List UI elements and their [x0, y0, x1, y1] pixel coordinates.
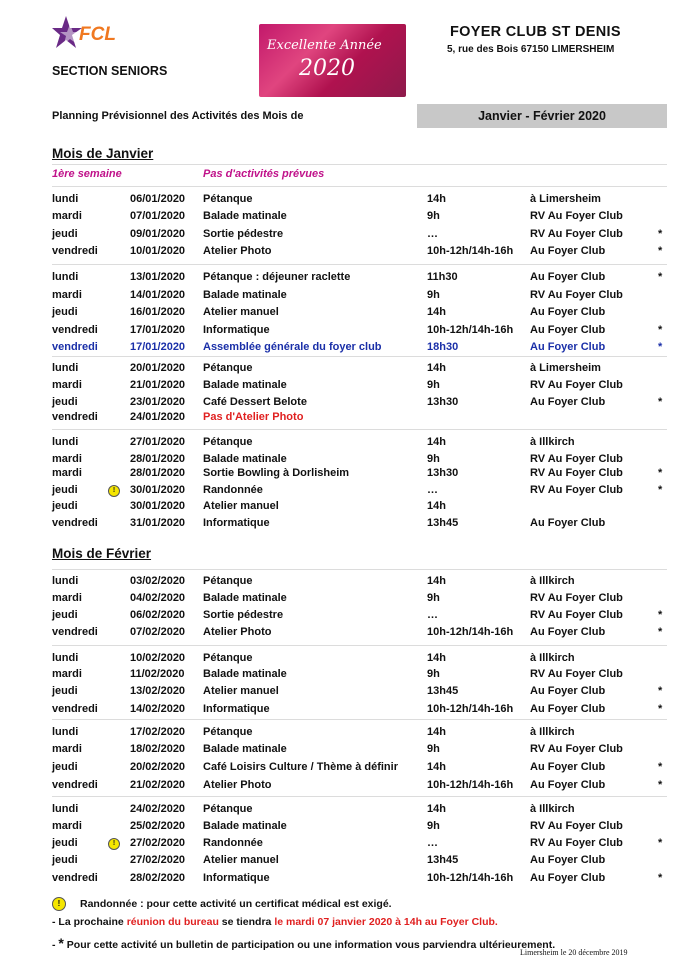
cell-date: 10/01/2020: [130, 245, 186, 257]
cell-time: …: [427, 484, 438, 496]
schedule-row: [0, 779, 691, 796]
cell-time: 14h: [427, 726, 446, 738]
cell-time: …: [427, 609, 438, 621]
footer-note-3-a: -: [52, 939, 59, 951]
cell-day: jeudi: [52, 837, 78, 849]
schedule-row: [0, 837, 691, 854]
cell-activity: Atelier Photo: [203, 245, 272, 257]
schedule-row: [0, 652, 691, 669]
week-note: Pas d'activités prévues: [203, 168, 325, 180]
cell-activity: Pétanque: [203, 436, 253, 448]
cell-activity: Balade matinale: [203, 743, 287, 755]
cell-activity: Informatique: [203, 872, 270, 884]
cell-time: 14h: [427, 362, 446, 374]
footer-note-2-c: se tiendra: [218, 916, 275, 928]
cell-time: 14h: [427, 436, 446, 448]
cell-star: *: [658, 484, 663, 496]
cell-day: vendredi: [52, 324, 98, 336]
cell-day: mardi: [52, 820, 82, 832]
schedule-row: [0, 289, 691, 306]
cell-activity: Pas d'Atelier Photo: [203, 411, 304, 423]
cell-activity: Pétanque : déjeuner raclette: [203, 271, 351, 283]
cell-time: 10h-12h/14h-16h: [427, 626, 514, 638]
cell-date: 31/01/2020: [130, 517, 186, 529]
cell-activity: Pétanque: [203, 362, 253, 374]
cell-location: RV Au Foyer Club: [530, 210, 623, 222]
cell-activity: Atelier manuel: [203, 306, 279, 318]
cell-time: 9h: [427, 210, 440, 222]
exclamation-icon: !: [108, 485, 120, 497]
banner-line-2: 2020: [299, 56, 355, 81]
cell-date: 09/01/2020: [130, 228, 186, 240]
schedule-row: [0, 592, 691, 609]
cell-day: vendredi: [52, 411, 98, 423]
cell-star: *: [658, 396, 663, 408]
cell-time: …: [427, 837, 438, 849]
cell-activity: Balade matinale: [203, 820, 287, 832]
cell-day: lundi: [52, 575, 79, 587]
cell-location: Au Foyer Club: [530, 854, 606, 866]
cell-date: 16/01/2020: [130, 306, 186, 318]
cell-day: jeudi: [52, 306, 78, 318]
schedule-row: [0, 726, 691, 743]
cell-activity: Atelier Photo: [203, 779, 272, 791]
cell-location: Au Foyer Club: [530, 324, 606, 336]
cell-day: mardi: [52, 453, 82, 465]
schedule-row: [0, 467, 691, 484]
cell-day: vendredi: [52, 626, 98, 638]
cell-date: 21/01/2020: [130, 379, 186, 391]
footer-note-3: [52, 935, 555, 951]
cell-day: mardi: [52, 379, 82, 391]
org-address: 5, rue des Bois 67150 LIMERSHEIM: [447, 44, 615, 55]
cell-time: 11h30: [427, 271, 458, 283]
cell-location: à Limersheim: [530, 193, 601, 205]
cell-day: vendredi: [52, 245, 98, 257]
cell-date: 17/02/2020: [130, 726, 186, 738]
cell-date: 11/02/2020: [130, 668, 185, 680]
cell-star: *: [658, 872, 663, 884]
cell-date: 14/01/2020: [130, 289, 186, 301]
cell-star: *: [658, 779, 663, 791]
cell-activity: Pétanque: [203, 193, 253, 205]
cell-star: *: [658, 467, 663, 479]
cell-time: 9h: [427, 820, 440, 832]
cell-location: à Illkirch: [530, 726, 575, 738]
cell-location: Au Foyer Club: [530, 872, 606, 884]
footer-note-1: [52, 897, 392, 911]
logo-text: FCL: [79, 24, 116, 45]
cell-day: jeudi: [52, 500, 78, 512]
cell-star: *: [658, 324, 663, 336]
schedule-row: [0, 761, 691, 778]
cell-activity: Informatique: [203, 703, 270, 715]
cell-location: RV Au Foyer Club: [530, 484, 623, 496]
cell-date: 23/01/2020: [130, 396, 186, 408]
cell-location: Au Foyer Club: [530, 306, 606, 318]
cell-activity: Balade matinale: [203, 453, 287, 465]
cell-time: 9h: [427, 592, 440, 604]
cell-activity: Sortie Bowling à Dorlisheim: [203, 467, 350, 479]
cell-date: 10/02/2020: [130, 652, 186, 664]
cell-time: 14h: [427, 803, 446, 815]
cell-activity: Café Dessert Belote: [203, 396, 307, 408]
cell-time: …: [427, 228, 438, 240]
cell-date: 17/01/2020: [130, 324, 186, 336]
cell-activity: Pétanque: [203, 575, 253, 587]
cell-activity: Randonnée: [203, 484, 263, 496]
row-divider: [52, 645, 667, 646]
fcl-logo: [52, 14, 132, 56]
cell-day: vendredi: [52, 703, 98, 715]
cell-time: 14h: [427, 306, 446, 318]
cell-date: 07/01/2020: [130, 210, 186, 222]
cell-location: Au Foyer Club: [530, 703, 606, 715]
cell-time: 10h-12h/14h-16h: [427, 245, 514, 257]
cell-location: à Limersheim: [530, 362, 601, 374]
footer-note-3-b: Pour cette activité un bulletin de participation ou une information vous parviendra ultérieurement.: [63, 939, 556, 951]
cell-location: à Illkirch: [530, 436, 575, 448]
period-box: Janvier - Février 2020: [417, 104, 667, 128]
schedule-row: [0, 379, 691, 396]
cell-date: 13/01/2020: [130, 271, 186, 283]
cell-star: *: [658, 703, 663, 715]
cell-date: 28/01/2020: [130, 467, 186, 479]
schedule-row: [0, 324, 691, 341]
planning-label: Planning Prévisionnel des Activités des Mois de: [52, 110, 304, 122]
schedule-row: [0, 436, 691, 453]
row-divider: [52, 429, 667, 430]
cell-day: vendredi: [52, 872, 98, 884]
cell-location: Au Foyer Club: [530, 245, 606, 257]
cell-date: 17/01/2020: [130, 341, 186, 353]
february-title: Mois de Février: [52, 546, 152, 561]
cell-date: 28/02/2020: [130, 872, 186, 884]
cell-time: 18h30: [427, 341, 459, 353]
cell-day: lundi: [52, 271, 79, 283]
schedule-row: [0, 609, 691, 626]
cell-time: 14h: [427, 500, 446, 512]
schedule-row: [0, 500, 691, 517]
cell-activity: Atelier Photo: [203, 626, 272, 638]
cell-location: à Illkirch: [530, 652, 575, 664]
cell-date: 27/02/2020: [130, 837, 186, 849]
cell-star: *: [658, 626, 663, 638]
cell-location: Au Foyer Club: [530, 396, 606, 408]
cell-day: jeudi: [52, 609, 78, 621]
cell-date: 28/01/2020: [130, 453, 186, 465]
cell-activity: Pétanque: [203, 803, 253, 815]
january-title: Mois de Janvier: [52, 146, 154, 161]
footer-note-2: [52, 916, 498, 928]
cell-time: 13h45: [427, 685, 459, 697]
cell-day: mardi: [52, 743, 82, 755]
schedule-row: [0, 484, 691, 501]
schedule-row: [0, 626, 691, 643]
cell-activity: Assemblée générale du foyer club: [203, 341, 382, 353]
cell-time: 10h-12h/14h-16h: [427, 703, 514, 715]
cell-location: à Illkirch: [530, 575, 575, 587]
cell-star: *: [658, 761, 663, 773]
cell-star: *: [658, 271, 663, 283]
greeting-banner: [259, 24, 406, 97]
cell-date: 21/02/2020: [130, 779, 186, 791]
schedule-row: [0, 703, 691, 720]
cell-date: 24/01/2020: [130, 411, 186, 423]
cell-activity: Balade matinale: [203, 379, 287, 391]
section-title: SECTION SENIORS: [52, 64, 168, 78]
cell-time: 14h: [427, 652, 446, 664]
row-divider: [52, 186, 667, 187]
schedule-row: [0, 668, 691, 685]
cell-day: jeudi: [52, 761, 78, 773]
footer-note-2-a: - La prochaine: [52, 916, 127, 928]
cell-date: 30/01/2020: [130, 484, 186, 496]
cell-activity: Atelier manuel: [203, 854, 279, 866]
cell-activity: Pétanque: [203, 726, 253, 738]
cell-date: 27/02/2020: [130, 854, 186, 866]
cell-date: 25/02/2020: [130, 820, 186, 832]
cell-time: 14h: [427, 761, 446, 773]
cell-date: 07/02/2020: [130, 626, 186, 638]
org-name: FOYER CLUB ST DENIS: [450, 24, 621, 40]
cell-day: mardi: [52, 210, 82, 222]
cell-location: RV Au Foyer Club: [530, 609, 623, 621]
exclamation-icon: !: [52, 897, 66, 911]
cell-day: jeudi: [52, 854, 78, 866]
schedule-row: [0, 803, 691, 820]
cell-date: 30/01/2020: [130, 500, 186, 512]
schedule-row: [0, 193, 691, 210]
cell-time: 9h: [427, 743, 440, 755]
schedule-row: [0, 872, 691, 889]
cell-day: lundi: [52, 362, 79, 374]
cell-time: 13h45: [427, 854, 459, 866]
cell-time: 10h-12h/14h-16h: [427, 872, 514, 884]
cell-location: RV Au Foyer Club: [530, 837, 623, 849]
cell-time: 9h: [427, 453, 440, 465]
cell-activity: Café Loisirs Culture / Thème à définir: [203, 761, 398, 773]
cell-activity: Atelier manuel: [203, 500, 279, 512]
cell-day: mardi: [52, 289, 82, 301]
cell-date: 24/02/2020: [130, 803, 186, 815]
schedule-row: [0, 575, 691, 592]
cell-date: 20/02/2020: [130, 761, 186, 773]
schedule-row: [0, 306, 691, 323]
cell-activity: Sortie pédestre: [203, 609, 284, 621]
cell-date: 18/02/2020: [130, 743, 186, 755]
schedule-row: [0, 362, 691, 379]
row-divider: [52, 264, 667, 265]
cell-location: Au Foyer Club: [530, 626, 606, 638]
cell-location: RV Au Foyer Club: [530, 668, 623, 680]
schedule-row: [0, 271, 691, 288]
cell-day: vendredi: [52, 779, 98, 791]
cell-activity: Informatique: [203, 324, 270, 336]
cell-day: lundi: [52, 726, 79, 738]
schedule-row: [0, 854, 691, 871]
cell-location: RV Au Foyer Club: [530, 592, 623, 604]
cell-location: Au Foyer Club: [530, 341, 606, 353]
cell-date: 13/02/2020: [130, 685, 186, 697]
cell-date: 04/02/2020: [130, 592, 186, 604]
cell-day: lundi: [52, 193, 79, 205]
cell-day: vendredi: [52, 517, 98, 529]
footer-note-2-d: le mardi 07 janvier 2020 à 14h au Foyer Club.: [274, 916, 498, 928]
schedule-row: [0, 245, 691, 262]
cell-location: Au Foyer Club: [530, 685, 606, 697]
cell-activity: Sortie pédestre: [203, 228, 284, 240]
cell-location: RV Au Foyer Club: [530, 453, 623, 465]
schedule-row: [0, 210, 691, 227]
schedule-row: [0, 228, 691, 245]
cell-activity: Balade matinale: [203, 210, 287, 222]
cell-location: à Illkirch: [530, 803, 575, 815]
cell-date: 14/02/2020: [130, 703, 186, 715]
cell-star: *: [658, 837, 663, 849]
banner-line-1: Excellente Année: [267, 38, 382, 53]
week-label: 1ère semaine: [52, 168, 122, 180]
cell-time: 14h: [427, 193, 446, 205]
cell-location: RV Au Foyer Club: [530, 289, 623, 301]
exclamation-icon: !: [108, 838, 120, 850]
cell-star: *: [658, 228, 663, 240]
cell-date: 27/01/2020: [130, 436, 186, 448]
cell-day: jeudi: [52, 396, 78, 408]
cell-location: RV Au Foyer Club: [530, 467, 623, 479]
cell-location: RV Au Foyer Club: [530, 820, 623, 832]
cell-star: *: [658, 341, 663, 353]
cell-activity: Pétanque: [203, 652, 253, 664]
footer-note-2-b: réunion du bureau: [126, 916, 219, 928]
cell-location: Au Foyer Club: [530, 517, 606, 529]
cell-day: mardi: [52, 668, 82, 680]
cell-time: 13h30: [427, 467, 459, 479]
cell-time: 14h: [427, 575, 446, 587]
cell-location: RV Au Foyer Club: [530, 228, 623, 240]
schedule-row: [0, 743, 691, 760]
schedule-row: [0, 820, 691, 837]
cell-time: 9h: [427, 379, 440, 391]
footer-note-1-text: Randonnée : pour cette activité un certificat médical est exigé.: [80, 897, 392, 910]
cell-day: vendredi: [52, 341, 98, 353]
cell-time: 9h: [427, 289, 440, 301]
row-divider: [52, 164, 667, 165]
row-divider: [52, 569, 667, 570]
cell-star: *: [658, 609, 663, 621]
signature-date: Limersheim le 20 décembre 2019: [520, 948, 628, 957]
star-icon: *: [58, 935, 64, 951]
cell-location: RV Au Foyer Club: [530, 379, 623, 391]
cell-star: *: [658, 685, 663, 697]
cell-day: lundi: [52, 652, 79, 664]
schedule-row: [0, 517, 691, 534]
cell-day: jeudi: [52, 484, 78, 496]
cell-day: mardi: [52, 467, 82, 479]
cell-day: lundi: [52, 803, 79, 815]
cell-date: 06/01/2020: [130, 193, 186, 205]
cell-activity: Balade matinale: [203, 592, 287, 604]
cell-date: 06/02/2020: [130, 609, 186, 621]
cell-day: mardi: [52, 592, 82, 604]
schedule-row: [0, 685, 691, 702]
cell-location: Au Foyer Club: [530, 779, 606, 791]
row-divider: [52, 796, 667, 797]
cell-activity: Informatique: [203, 517, 270, 529]
cell-location: Au Foyer Club: [530, 761, 606, 773]
cell-activity: Atelier manuel: [203, 685, 279, 697]
cell-activity: Balade matinale: [203, 289, 287, 301]
cell-activity: Randonnée: [203, 837, 263, 849]
cell-location: RV Au Foyer Club: [530, 743, 623, 755]
schedule-row: [0, 411, 691, 428]
cell-time: 13h30: [427, 396, 459, 408]
cell-date: 20/01/2020: [130, 362, 186, 374]
cell-day: lundi: [52, 436, 79, 448]
cell-day: jeudi: [52, 685, 78, 697]
cell-activity: Balade matinale: [203, 668, 287, 680]
cell-time: 10h-12h/14h-16h: [427, 324, 514, 336]
cell-time: 9h: [427, 668, 440, 680]
cell-date: 03/02/2020: [130, 575, 186, 587]
week-1-row: [0, 168, 691, 185]
cell-star: *: [658, 245, 663, 257]
cell-location: Au Foyer Club: [530, 271, 606, 283]
cell-time: 10h-12h/14h-16h: [427, 779, 514, 791]
schedule-row: [0, 341, 691, 358]
cell-day: jeudi: [52, 228, 78, 240]
cell-time: 13h45: [427, 517, 459, 529]
